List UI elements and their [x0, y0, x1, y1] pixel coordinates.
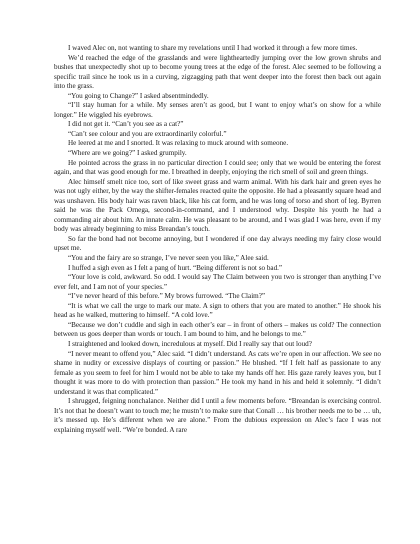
- paragraph: He leered at me and I snorted. It was relaxing to muck around with someone.: [68, 139, 289, 148]
- paragraph: So far the bond had not become annoying, but I wondered if one day always needing my fairy close would upset me.: [54, 234, 381, 253]
- paragraph: “Your love is cold, awkward. So odd. I would say The Claim between you two is stronger than anything I’ve ever felt, and I am not of your species.”: [54, 273, 381, 291]
- paragraph: I waved Alec on, not wanting to share my revelations until I had worked it through a few more times.: [68, 44, 358, 52]
- paragraph: “Can’t see colour and you are extraordinarily colorful.”: [68, 129, 227, 138]
- paragraph: I did not get it. “Can’t you see as a cat?”: [68, 120, 184, 129]
- paragraph: He pointed across the grass in no particular direction I could see; only that we would be entering the forest again, and that was good enough for me. I breathed in deeply, enjoying the rich smell of soil and green things.: [54, 158, 381, 177]
- paragraph: “I never meant to offend you,” Alec said. “I didn’t understand. As cats we’re open in our affection. We see no shame in nudity or excessive displays of courting or passion.” He blushed. “If I felt half as passionate to any female as you seem to feel for him I would not be able to take my hands off her. His gaze rarely leaves you, but I thought it was more to do with protection than passion.” He took my hand in his and held it solemnly. “I didn’t understand it was that complicated.”: [54, 349, 381, 396]
- paragraph: “I’ve never heard of this before.” My brows furrowed. “The Claim?”: [68, 292, 266, 301]
- paragraph: “I’ll stay human for a while. My senses aren’t as good, but I want to enjoy what’s on show for a while longer.” He wiggled his eyebrows.: [54, 101, 381, 119]
- paragraph: I huffed a sigh even as I felt a pang of hurt. “Being different is not so bad.”: [68, 263, 283, 272]
- paragraph: “Because we don’t cuddle and sigh in each other’s ear – in front of others – makes us cold? The connection between us goes deeper than words or touch. I am bound to him, and he belongs to me.”: [54, 320, 381, 339]
- paragraph: “Where are we going?” I asked grumpily.: [68, 149, 187, 158]
- paragraph: I straightened and looked down, incredulous at myself. Did I really say that out loud?: [68, 339, 312, 348]
- paragraph: We’d reached the edge of the grasslands and were lightheartedly jumping over the low grown shrubs and bushes that unexpectedly shot up to become young trees at the edge of the forest. Alec seemed to be following a specific trail since he took us in a curving, zigzagging path that went deeper into the forest then back out again into the grass.: [54, 53, 381, 91]
- paragraph: “You going to Change?” I asked absentmindedly.: [68, 91, 209, 100]
- paragraph: “It is what we call the urge to mark our mate. A sign to others that you are mated to another.” He shook his head as he walked, muttering to himself. “A cold love.”: [54, 301, 381, 320]
- paragraph: Alec himself smelt nice too, sort of like sweet grass and warm animal. With his dark hair and green eyes he was not ugly either, by the way the shifter-females reacted quite the opposite. He had a pleasantly square head and was unshaven. His body hair was raven black, like his cat form, and he was long of torso and short of leg. Byrren said he was the Pack Ornega, second-in-command, and I understood why. Despite his youth he had a commanding air about him. An innate calm. He was pleasant to be around, and I was glad I was here, even if my body was already beginning to miss Breandan’s touch.: [54, 177, 381, 234]
- paragraph: I shrugged, feigning nonchalance. Neither did I until a few moments before. “Breandan is exercising control. It’s not that he doesn’t want to touch me; he mustn’t to make sure that Conall … his brother needs me to be … uh, it’s messed up. He’s different when we are alone.” From the dubious expression on Alec’s face I was not explaining myself well. “We’re bonded. A rare: [54, 397, 381, 434]
- paragraph: “You and the fairy are so strange, I’ve never seen you like,” Alee said.: [68, 254, 269, 263]
